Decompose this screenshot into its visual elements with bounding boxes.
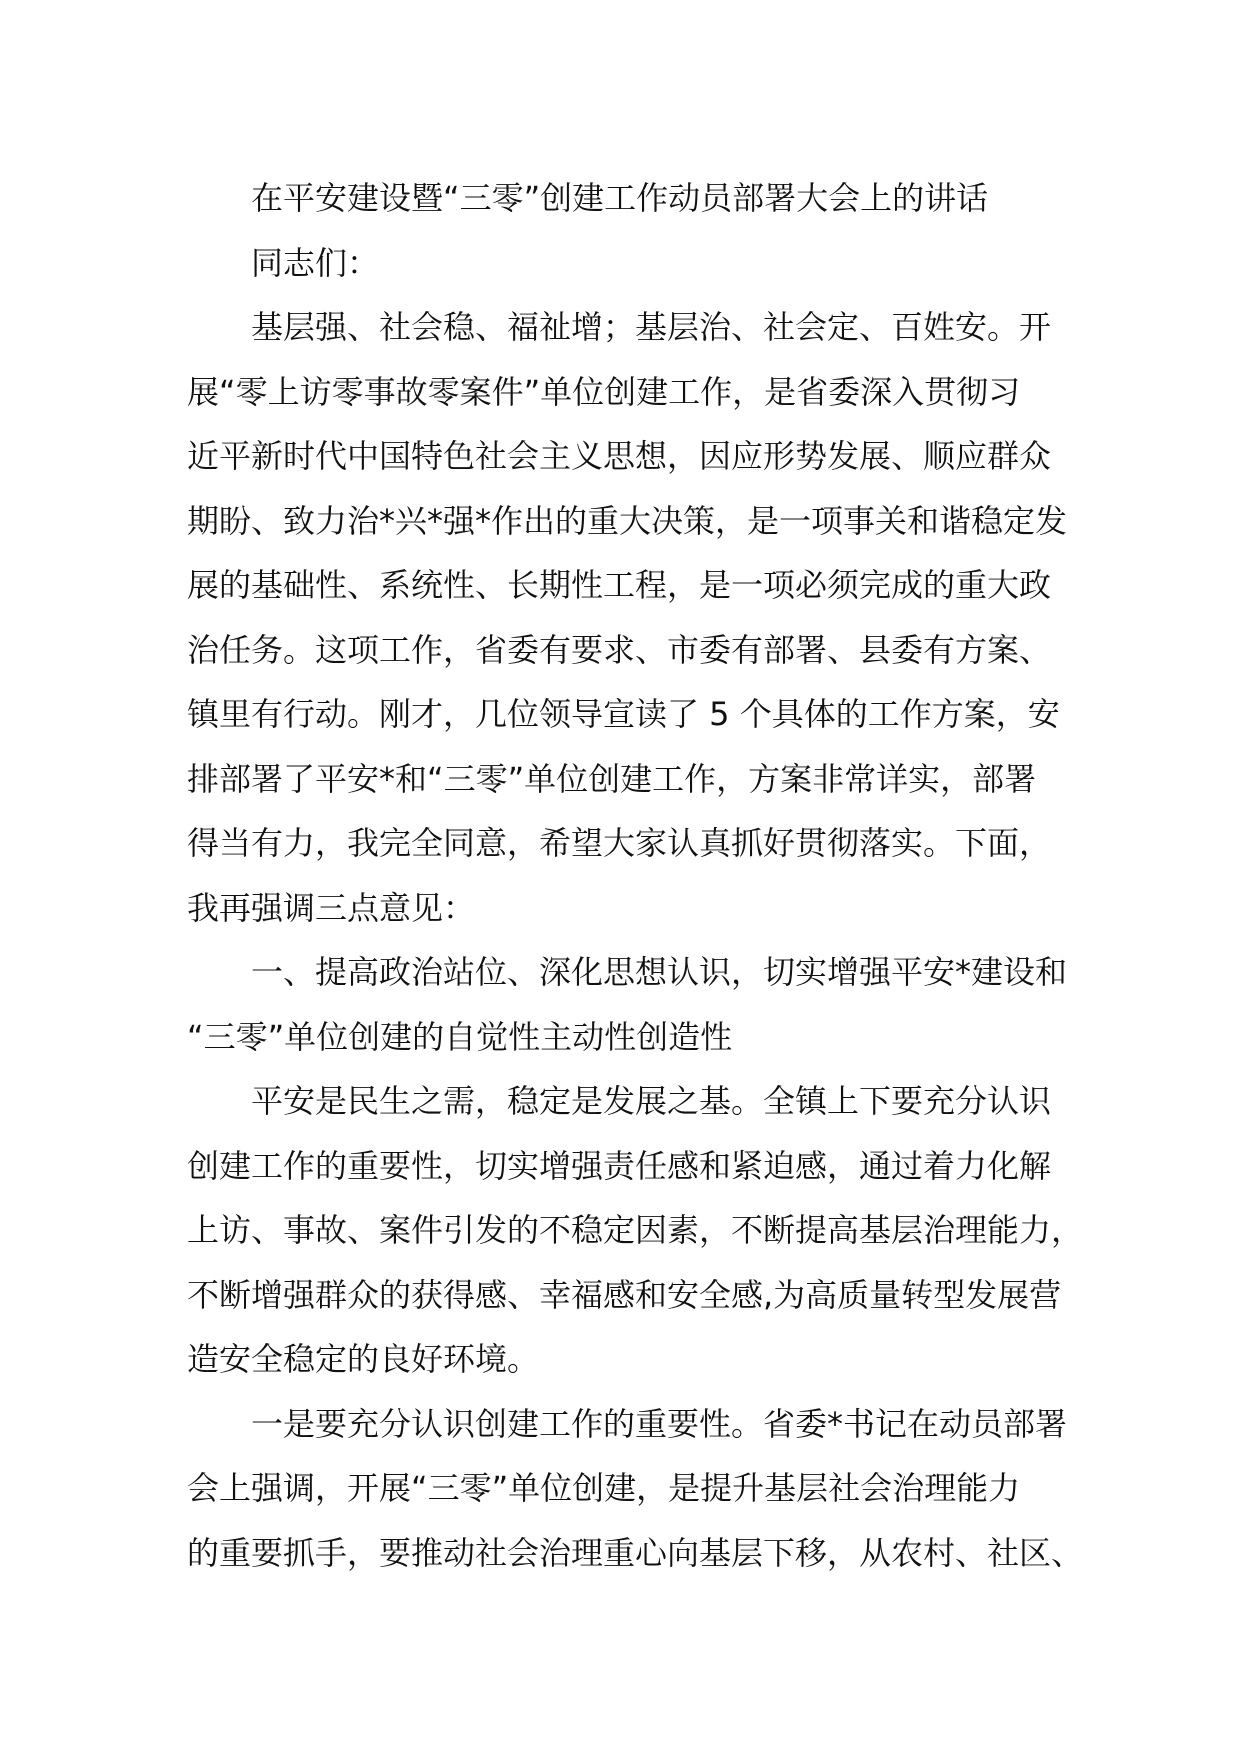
paragraph-1: [187, 295, 1087, 940]
paragraph-line: 我再强调三点意见：: [187, 888, 476, 927]
paragraph-line: 创建工作的重要性，切实增强责任感和紧迫感，通过着力化解: [187, 1146, 1052, 1185]
paragraph-line: 不断增强群众的获得感、幸福感和安全感,为高质量转型发展营: [187, 1275, 1062, 1314]
paragraph-line: 会上强调，开展“三零”单位创建，是提升基层社会治理能力: [187, 1469, 1021, 1507]
paragraph-line: 得当有力，我完全同意，希望大家认真抓好贯彻落实。下面，: [187, 824, 1052, 862]
paragraph-line: 治任务。这项工作，省委有要求、市委有部署、县委有方案、: [187, 630, 1052, 669]
paragraph-line: 上访、事故、案件引发的不稳定因素，不断提高基层治理能力，: [187, 1211, 1084, 1249]
paragraph-line: 的重要抓手，要推动社会治理重心向基层下移，从农村、社区、: [187, 1533, 1084, 1572]
paragraph-line: 展的基础性、系统性、长期性工程，是一项必须完成的重大政: [187, 566, 1052, 604]
paragraph-line: 期盼、致力治*兴*强*作出的重大决策，是一项事关和谐稳定发: [187, 501, 1068, 540]
section-heading-1: [187, 940, 1087, 1069]
paragraph-line: 一是要充分认识创建工作的重要性。省委*书记在动员部署: [251, 1404, 1068, 1443]
paragraph-4: [187, 1392, 1087, 1586]
salutation: 同志们：: [251, 243, 380, 282]
document-title: 在平安建设暨“三零”创建工作动员部署大会上的讲话: [251, 179, 989, 217]
paragraph-3: [187, 1069, 1087, 1392]
paragraph-line: 排部署了平安*和“三零”单位创建工作，方案非常详实，部署: [187, 759, 1037, 798]
paragraph-line: 镇里有行动。刚才，几位领导宣读了 5 个具体的工作方案，安: [187, 695, 1060, 733]
paragraph-line: 展“零上访零事故零案件”单位创建工作，是省委深入贯彻习: [187, 372, 1021, 411]
paragraph-line: 造安全稳定的良好环境。: [187, 1340, 540, 1378]
document-body: [187, 166, 1087, 1585]
paragraph-line: 近平新时代中国特色社会主义思想，因应形势发展、顺应群众: [187, 437, 1052, 475]
paragraph-line: 平安是民生之需，稳定是发展之基。全镇上下要充分认识: [251, 1082, 1052, 1120]
heading-line: 一、提高政治站位、深化思想认识，切实增强平安*建设和: [251, 953, 1068, 991]
paragraph-line: 基层强、社会稳、福祉增；基层治、社会定、百姓安。开: [251, 308, 1052, 346]
heading-line: “三零”单位创建的自觉性主动性创造性: [187, 1017, 733, 1056]
